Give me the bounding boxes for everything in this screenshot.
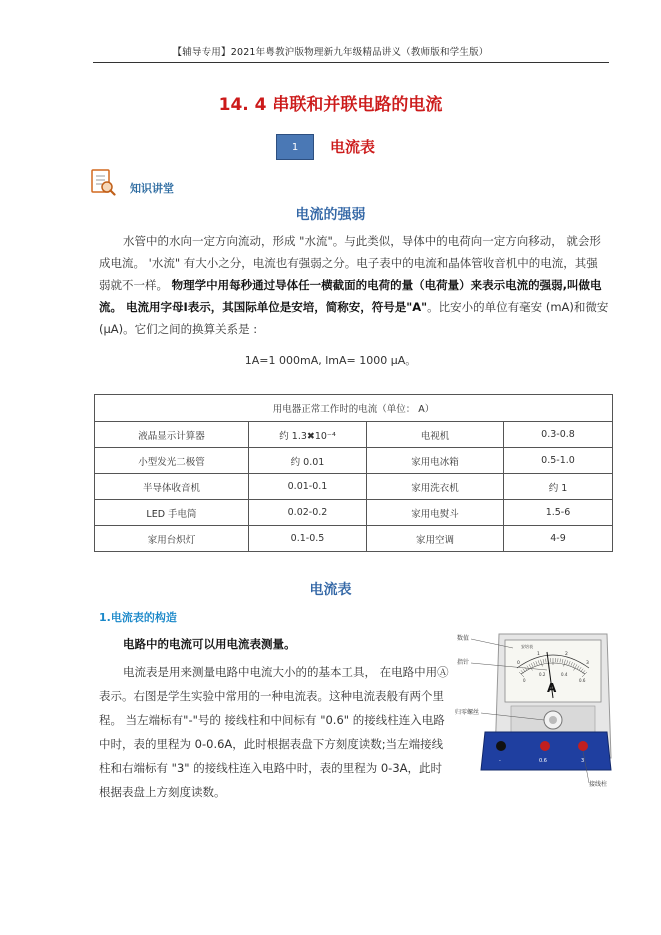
- dial-caption: 安培表: [521, 644, 533, 649]
- table-row: [95, 500, 613, 526]
- strength-text-tail: 。比安小的单位有毫安 (mA)和微安(μA)。它们之间的换算关系是 :: [99, 300, 609, 336]
- label-zero-screw: 归零螺丝: [455, 709, 480, 716]
- table-cell: 家用电冰箱: [367, 448, 504, 474]
- table-row: [95, 526, 613, 552]
- ammeter-body: 电流表是用来测量电路中电流大小的的基本工具， 在电路中用Ⓐ表示。右图是学生实验中常用的一种电流表。这种电流表般有两个里程。 当左端标有"-"号的 接线柱和中间标有 "0.6" 的接线柱连入电路中时，表的里程为 0-0.6A，此时根据表盘下方刻度读数;当左端接线柱和右端标有 "3" 的接线柱连入电路中时，表的里程为 0-3A，此时根据表盘上方刻度读数。: [99, 665, 449, 799]
- table-cell: 电视机: [367, 422, 504, 448]
- label-pointer: 指针: [457, 659, 470, 666]
- terminal-label: -: [499, 758, 501, 764]
- table-cell: 小型发光二极管: [95, 448, 249, 474]
- terminal-label: 0.6: [539, 758, 547, 764]
- table-cell: 约 1.3✖10⁻⁴: [249, 422, 367, 448]
- table-cell: 半导体收音机: [95, 474, 249, 500]
- table-cell: 家用电熨斗: [367, 500, 504, 526]
- table-cell: 约 1: [504, 474, 613, 500]
- table-cell: 家用台炽灯: [95, 526, 249, 552]
- terminal-red: [540, 741, 550, 751]
- ammeter-text: [99, 632, 449, 804]
- table-cell: 4-9: [504, 526, 613, 552]
- table-cell: LED 手电筒: [95, 500, 249, 526]
- table-cell: 家用空调: [367, 526, 504, 552]
- table-cell: 0.02-0.2: [249, 500, 367, 526]
- section-title: 电流表: [330, 138, 376, 156]
- scale-bottom-label: 0.4: [561, 672, 568, 677]
- table-row: [95, 448, 613, 474]
- section-number-badge: 1: [276, 134, 314, 160]
- ammeter-heading: 电流表: [309, 582, 352, 598]
- table-row: [95, 474, 613, 500]
- scale-top-label: 0: [517, 661, 520, 666]
- strength-text-1: 水管中的水向一定方向流动，形成 "水流"。与此类似，导体中的电荷向一定方向移动， 就会形成电流。 '水流" 有大小之分，电流也有强弱之分。电子表中的电流和晶体管收音机中的电流，其强弱就不一样。: [99, 234, 601, 292]
- terminal-red: [578, 741, 588, 751]
- scale-bottom-label: 0.2: [539, 672, 546, 677]
- table-cell: 1.5-6: [504, 500, 613, 526]
- ammeter-lead: 电路中的电流可以用电流表测量。: [123, 637, 296, 651]
- label-terminal: 接线柱: [589, 781, 608, 788]
- page-header: 【辅导专用】2021年粤教沪版物理新九年级精品讲义（教师版和学生版）: [172, 47, 489, 58]
- strength-text-bold: 物理学中用每秒通过导体任一横截面的电荷的量（电荷量）来表示电流的强弱,叫做电流。 电流用字母I表示，其国际单位是安培，简称安，符号是"A": [99, 278, 602, 314]
- ammeter-base: [481, 732, 611, 770]
- terminal-label: 3: [581, 758, 585, 764]
- header-divider: [93, 62, 609, 63]
- label-digits: 数值: [457, 635, 470, 642]
- table-cell: 0.1-0.5: [249, 526, 367, 552]
- strength-paragraph: [99, 230, 609, 340]
- knowledge-label: 知识讲堂: [130, 182, 174, 195]
- table-cell: 0.5-1.0: [504, 448, 613, 474]
- scale-bottom-label: 0: [523, 678, 526, 683]
- table-cell: 家用洗衣机: [367, 474, 504, 500]
- strength-heading: 电流的强弱: [295, 207, 366, 223]
- current-table: [94, 394, 613, 552]
- terminal-black: [496, 741, 506, 751]
- table-cell: 液晶显示计算器: [95, 422, 249, 448]
- document-magnifier-icon: [90, 168, 116, 196]
- structure-heading: 1.电流表的构造: [99, 611, 177, 624]
- ammeter-illustration: [455, 628, 615, 792]
- table-cell: 0.3-0.8: [504, 422, 613, 448]
- table-row: [95, 422, 613, 448]
- page-title: 14. 4 串联和并联电路的电流: [218, 95, 443, 115]
- table-cell: 约 0.01: [249, 448, 367, 474]
- dial-letter: A: [547, 681, 557, 695]
- scale-top-label: 2: [565, 652, 568, 657]
- table-caption: 用电器正常工作时的电流（单位： A）: [95, 395, 613, 422]
- scale-top-label: 3: [586, 661, 589, 666]
- unit-formula: 1A=1 000mA, lmA= 1000 μA。: [244, 354, 417, 367]
- scale-bottom-label: 0.6: [579, 678, 586, 683]
- scale-top-label: 1: [537, 652, 540, 657]
- table-cell: 0.01-0.1: [249, 474, 367, 500]
